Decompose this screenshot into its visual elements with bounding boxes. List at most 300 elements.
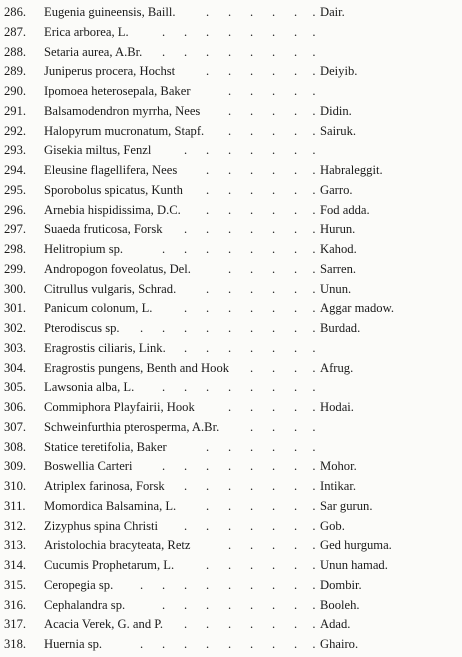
leader-dot: . xyxy=(272,103,276,118)
entry-number: 303. xyxy=(4,340,27,355)
list-item xyxy=(0,240,462,260)
leader-dot: . xyxy=(206,44,210,59)
leader-dot: . xyxy=(312,558,316,572)
list-item xyxy=(0,517,462,537)
botanical-name: Setaria aurea, A.Br. xyxy=(44,44,143,59)
leader-dot: . xyxy=(250,84,254,98)
leader-dot: . xyxy=(294,202,298,217)
leader-dot: . xyxy=(294,498,298,513)
entry-number: 305. xyxy=(4,380,27,395)
leader-dot: . xyxy=(294,163,298,177)
leader-dot: . xyxy=(250,439,254,454)
leader-dot: . xyxy=(272,202,276,217)
leader-dot: . xyxy=(272,242,276,256)
botanical-name: Panicum colonum, L. xyxy=(44,301,153,316)
leader-dot: . xyxy=(184,479,188,493)
leader-dot: . xyxy=(294,617,298,632)
leader-dot: . xyxy=(312,281,316,296)
leader-dot: . xyxy=(206,479,210,493)
botanical-name: Eragrostis pungens, Benth and Hook xyxy=(44,360,230,375)
list-item xyxy=(0,556,462,576)
leader-dot: . xyxy=(250,301,254,316)
leader-dot: . xyxy=(206,182,210,197)
local-name: Fod adda. xyxy=(320,202,370,217)
leader-dot: . xyxy=(312,498,316,513)
leader-dot: . xyxy=(250,459,254,474)
leader-dot: . xyxy=(206,518,210,533)
local-name: Afrug. xyxy=(320,360,354,375)
leader-dot: . xyxy=(250,64,254,79)
leader-dot: . xyxy=(312,597,316,612)
leader-dot: . xyxy=(294,439,298,454)
leader-dot: . xyxy=(228,637,232,651)
leader-dot: . xyxy=(272,518,276,533)
botanical-name: Atriplex farinosa, Forsk xyxy=(44,479,165,493)
leader-dot: . xyxy=(140,637,144,651)
list-item xyxy=(0,438,462,458)
leader-dot: . xyxy=(184,459,188,474)
entry-number: 301. xyxy=(4,301,27,316)
leader-dot: . xyxy=(228,439,232,454)
leader-dot: . xyxy=(312,5,316,19)
entry-number: 314. xyxy=(4,558,27,572)
leader-dot: . xyxy=(250,123,254,138)
leader-dot: . xyxy=(206,321,210,335)
leader-dot: . xyxy=(228,44,232,59)
leader-dot: . xyxy=(162,577,166,592)
leader-dot: . xyxy=(250,5,254,19)
leader-dot: . xyxy=(312,577,316,592)
local-name: Ged hurguma. xyxy=(320,538,392,553)
entry-number: 289. xyxy=(4,64,27,79)
leader-dot: . xyxy=(228,577,232,592)
local-name: Garro. xyxy=(320,182,353,197)
list-item xyxy=(0,23,462,43)
local-name: Hurun. xyxy=(320,222,356,237)
leader-dot: . xyxy=(250,360,254,375)
leader-dot: . xyxy=(228,400,232,414)
botanical-name: Arnebia hispidissima, D.C. xyxy=(44,202,181,217)
leader-dot: . xyxy=(294,182,298,197)
botanical-name: Aristolochia bracyteata, Retz xyxy=(44,538,191,553)
list-item xyxy=(0,615,462,635)
list-item xyxy=(0,220,462,240)
leader-dot: . xyxy=(312,261,316,276)
leader-dot: . xyxy=(228,24,232,39)
list-item xyxy=(0,201,462,221)
leader-dot: . xyxy=(250,419,254,434)
leader-dot: . xyxy=(162,321,166,335)
botanical-name: Suaeda fruticosa, Forsk xyxy=(44,222,163,237)
local-name: Dombir. xyxy=(320,577,362,592)
botanical-name: Juniperus procera, Hochst xyxy=(44,64,176,79)
leader-dot: . xyxy=(312,123,316,138)
leader-dot: . xyxy=(184,321,188,335)
local-name: Sar gurun. xyxy=(320,498,373,513)
leader-dot: . xyxy=(250,261,254,276)
entry-number: 291. xyxy=(4,103,27,118)
list-item xyxy=(0,398,462,418)
local-name: Mohor. xyxy=(320,459,357,474)
local-name: Unun hamad. xyxy=(320,558,388,572)
leader-dot: . xyxy=(184,44,188,59)
leader-dot: . xyxy=(184,518,188,533)
leader-dot: . xyxy=(272,360,276,375)
leader-dot: . xyxy=(250,182,254,197)
botanical-name: Ceropegia sp. xyxy=(44,577,114,592)
entry-number: 307. xyxy=(4,419,27,434)
leader-dot: . xyxy=(250,498,254,513)
leader-dot: . xyxy=(294,44,298,59)
leader-dot: . xyxy=(272,44,276,59)
list-item xyxy=(0,536,462,556)
leader-dot: . xyxy=(272,301,276,316)
leader-dot: . xyxy=(272,261,276,276)
leader-dot: . xyxy=(206,163,210,177)
leader-dot: . xyxy=(272,84,276,98)
list-item xyxy=(0,280,462,300)
leader-dot: . xyxy=(272,617,276,632)
local-name: Hodai. xyxy=(320,400,354,414)
entry-number: 300. xyxy=(4,281,27,296)
leader-dot: . xyxy=(294,143,298,158)
leader-dot: . xyxy=(228,5,232,19)
leader-dot: . xyxy=(206,281,210,296)
leader-dot: . xyxy=(250,202,254,217)
list-item xyxy=(0,82,462,102)
leader-dot: . xyxy=(140,321,144,335)
entry-number: 292. xyxy=(4,123,27,138)
leader-dot: . xyxy=(312,163,316,177)
botanical-name: Citrullus vulgaris, Schrad. xyxy=(44,281,177,296)
list-item xyxy=(0,497,462,517)
leader-dot: . xyxy=(272,479,276,493)
botanical-name: Boswellia Carteri xyxy=(44,459,133,474)
leader-dot: . xyxy=(206,340,210,355)
list-item xyxy=(0,359,462,379)
leader-dot: . xyxy=(294,222,298,237)
leader-dot: . xyxy=(312,617,316,632)
leader-dot: . xyxy=(312,439,316,454)
entry-number: 295. xyxy=(4,182,27,197)
leader-dot: . xyxy=(162,24,166,39)
list-item xyxy=(0,161,462,181)
botanical-name: Cephalandra sp. xyxy=(44,597,126,612)
entry-number: 309. xyxy=(4,459,27,474)
list-item xyxy=(0,141,462,161)
leader-dot: . xyxy=(250,380,254,395)
leader-dot: . xyxy=(250,340,254,355)
leader-dot: . xyxy=(294,637,298,651)
leader-dot: . xyxy=(184,380,188,395)
leader-dot: . xyxy=(294,597,298,612)
leader-dot: . xyxy=(272,498,276,513)
local-name: Adad. xyxy=(320,617,351,632)
entry-number: 293. xyxy=(4,143,27,158)
leader-dot: . xyxy=(228,261,232,276)
leader-dot: . xyxy=(250,103,254,118)
botanical-name: Eragrostis ciliaris, Link. xyxy=(44,340,166,355)
botanical-name: Halopyrum mucronatum, Stapf. xyxy=(44,123,205,138)
list-item xyxy=(0,319,462,339)
entry-number: 304. xyxy=(4,360,27,375)
leader-dot: . xyxy=(162,380,166,395)
leader-dot: . xyxy=(206,64,210,79)
leader-dot: . xyxy=(206,242,210,256)
leader-dot: . xyxy=(228,321,232,335)
list-item xyxy=(0,3,462,23)
leader-dot: . xyxy=(272,143,276,158)
leader-dot: . xyxy=(228,242,232,256)
leader-dot: . xyxy=(206,597,210,612)
leader-dot: . xyxy=(272,439,276,454)
list-item xyxy=(0,576,462,596)
leader-dot: . xyxy=(312,400,316,414)
local-name: Gob. xyxy=(320,518,345,533)
leader-dot: . xyxy=(312,242,316,256)
entry-number: 287. xyxy=(4,24,27,39)
list-item xyxy=(0,122,462,142)
leader-dot: . xyxy=(312,419,316,434)
leader-dot: . xyxy=(228,459,232,474)
leader-dot: . xyxy=(272,222,276,237)
leader-dot: . xyxy=(272,459,276,474)
leader-dot: . xyxy=(272,558,276,572)
botanical-name: Lawsonia alba, L. xyxy=(44,380,135,395)
leader-dot: . xyxy=(312,84,316,98)
leader-dot: . xyxy=(206,143,210,158)
leader-dot: . xyxy=(272,597,276,612)
local-name: Burdad. xyxy=(320,321,361,335)
leader-dot: . xyxy=(206,558,210,572)
leader-dot: . xyxy=(228,558,232,572)
leader-dot: . xyxy=(140,577,144,592)
leader-dot: . xyxy=(184,637,188,651)
entry-number: 316. xyxy=(4,597,27,612)
local-name: Habraleggit. xyxy=(320,163,383,177)
local-name: Ghairo. xyxy=(320,637,359,651)
leader-dot: . xyxy=(162,44,166,59)
leader-dot: . xyxy=(294,84,298,98)
plant-list xyxy=(0,3,462,655)
leader-dot: . xyxy=(272,163,276,177)
botanical-name: Pterodiscus sp. xyxy=(44,321,120,335)
leader-dot: . xyxy=(312,459,316,474)
leader-dot: . xyxy=(228,479,232,493)
leader-dot: . xyxy=(228,617,232,632)
leader-dot: . xyxy=(250,44,254,59)
list-item xyxy=(0,418,462,438)
list-item xyxy=(0,102,462,122)
leader-dot: . xyxy=(272,281,276,296)
leader-dot: . xyxy=(184,577,188,592)
leader-dot: . xyxy=(294,538,298,553)
botanical-name: Helitropium sp. xyxy=(44,242,124,256)
leader-dot: . xyxy=(294,558,298,572)
entry-number: 288. xyxy=(4,44,27,59)
leader-dot: . xyxy=(206,202,210,217)
leader-dot: . xyxy=(312,637,316,651)
botanical-name: Ipomoea heterosepala, Baker xyxy=(44,84,191,98)
leader-dot: . xyxy=(250,24,254,39)
botanical-name: Sporobolus spicatus, Kunth xyxy=(44,182,183,197)
leader-dot: . xyxy=(312,143,316,158)
leader-dot: . xyxy=(272,123,276,138)
leader-dot: . xyxy=(312,182,316,197)
leader-dot: . xyxy=(294,103,298,118)
leader-dot: . xyxy=(184,301,188,316)
leader-dot: . xyxy=(294,281,298,296)
leader-dot: . xyxy=(228,222,232,237)
leader-dot: . xyxy=(250,538,254,553)
list-item xyxy=(0,260,462,280)
local-name: Intikar. xyxy=(320,479,357,493)
leader-dot: . xyxy=(228,182,232,197)
entry-number: 317. xyxy=(4,617,27,632)
leader-dot: . xyxy=(294,242,298,256)
leader-dot: . xyxy=(294,5,298,19)
leader-dot: . xyxy=(294,321,298,335)
leader-dot: . xyxy=(294,479,298,493)
leader-dot: . xyxy=(272,321,276,335)
leader-dot: . xyxy=(272,5,276,19)
entry-number: 310. xyxy=(4,479,27,493)
local-name: Booleh. xyxy=(320,597,360,612)
leader-dot: . xyxy=(312,301,316,316)
entry-number: 308. xyxy=(4,439,27,454)
list-item xyxy=(0,457,462,477)
entry-number: 311. xyxy=(4,498,26,513)
botanical-name: Acacia Verek, G. and P. xyxy=(44,617,164,632)
entry-number: 302. xyxy=(4,321,27,335)
leader-dot: . xyxy=(312,44,316,59)
leader-dot: . xyxy=(228,103,232,118)
entry-number: 312. xyxy=(4,518,27,533)
leader-dot: . xyxy=(312,479,316,493)
list-item xyxy=(0,43,462,63)
leader-dot: . xyxy=(294,24,298,39)
leader-dot: . xyxy=(312,518,316,533)
leader-dot: . xyxy=(250,321,254,335)
leader-dot: . xyxy=(312,64,316,79)
leader-dot: . xyxy=(250,617,254,632)
leader-dot: . xyxy=(272,400,276,414)
leader-dot: . xyxy=(272,419,276,434)
entry-number: 298. xyxy=(4,242,27,256)
entry-number: 318. xyxy=(4,637,27,651)
botanical-name: Zizyphus spina Christi xyxy=(44,518,159,533)
leader-dot: . xyxy=(294,459,298,474)
botanical-name: Momordica Balsamina, L. xyxy=(44,498,177,513)
botanical-name: Commiphora Playfairii, Hook xyxy=(44,400,195,414)
botanical-name: Schweinfurthia pterosperma, A.Br. xyxy=(44,419,220,434)
local-name: Sarren. xyxy=(320,261,357,276)
list-item xyxy=(0,181,462,201)
leader-dot: . xyxy=(228,84,232,98)
leader-dot: . xyxy=(272,538,276,553)
leader-dot: . xyxy=(162,459,166,474)
botanical-name: Huernia sp. xyxy=(44,637,103,651)
entry-number: 299. xyxy=(4,261,27,276)
leader-dot: . xyxy=(228,202,232,217)
leader-dot: . xyxy=(312,202,316,217)
leader-dot: . xyxy=(250,281,254,296)
leader-dot: . xyxy=(228,340,232,355)
list-item xyxy=(0,378,462,398)
leader-dot: . xyxy=(206,301,210,316)
leader-dot: . xyxy=(206,637,210,651)
leader-dot: . xyxy=(206,222,210,237)
leader-dot: . xyxy=(184,340,188,355)
entry-number: 290. xyxy=(4,84,27,98)
local-name: Unun. xyxy=(320,281,352,296)
entry-number: 306. xyxy=(4,400,27,414)
leader-dot: . xyxy=(228,143,232,158)
leader-dot: . xyxy=(228,301,232,316)
list-item xyxy=(0,62,462,82)
leader-dot: . xyxy=(250,518,254,533)
entry-number: 296. xyxy=(4,202,27,217)
leader-dot: . xyxy=(206,498,210,513)
entry-number: 315. xyxy=(4,577,27,592)
leader-dot: . xyxy=(228,597,232,612)
leader-dot: . xyxy=(312,340,316,355)
leader-dot: . xyxy=(228,64,232,79)
leader-dot: . xyxy=(312,103,316,118)
leader-dot: . xyxy=(312,538,316,553)
local-name: Sairuk. xyxy=(320,123,357,138)
leader-dot: . xyxy=(312,321,316,335)
leader-dot: . xyxy=(250,143,254,158)
list-item xyxy=(0,477,462,497)
leader-dot: . xyxy=(294,123,298,138)
leader-dot: . xyxy=(228,380,232,395)
local-name: Aggar madow. xyxy=(320,301,395,316)
leader-dot: . xyxy=(250,163,254,177)
leader-dot: . xyxy=(162,597,166,612)
leader-dot: . xyxy=(294,518,298,533)
local-name: Didin. xyxy=(320,103,352,118)
entry-number: 297. xyxy=(4,222,27,237)
local-name: Deiyib. xyxy=(320,64,358,79)
leader-dot: . xyxy=(294,360,298,375)
leader-dot: . xyxy=(272,64,276,79)
leader-dot: . xyxy=(228,281,232,296)
leader-dot: . xyxy=(272,24,276,39)
leader-dot: . xyxy=(312,380,316,395)
leader-dot: . xyxy=(206,439,210,454)
botanical-name: Statice teretifolia, Baker xyxy=(44,439,167,454)
leader-dot: . xyxy=(294,261,298,276)
leader-dot: . xyxy=(184,24,188,39)
leader-dot: . xyxy=(228,538,232,553)
leader-dot: . xyxy=(294,340,298,355)
leader-dot: . xyxy=(250,597,254,612)
leader-dot: . xyxy=(294,64,298,79)
leader-dot: . xyxy=(312,24,316,39)
local-name: Dair. xyxy=(320,5,345,19)
leader-dot: . xyxy=(228,123,232,138)
leader-dot: . xyxy=(250,242,254,256)
leader-dot: . xyxy=(250,222,254,237)
leader-dot: . xyxy=(228,498,232,513)
leader-dot: . xyxy=(162,637,166,651)
list-item xyxy=(0,299,462,319)
botanical-name: Andropogon foveolatus, Del. xyxy=(44,261,191,276)
botanical-name: Balsamodendron myrrha, Nees xyxy=(44,103,201,118)
botanical-name: Gisekia miltus, Fenzl xyxy=(44,143,152,158)
leader-dot: . xyxy=(184,242,188,256)
